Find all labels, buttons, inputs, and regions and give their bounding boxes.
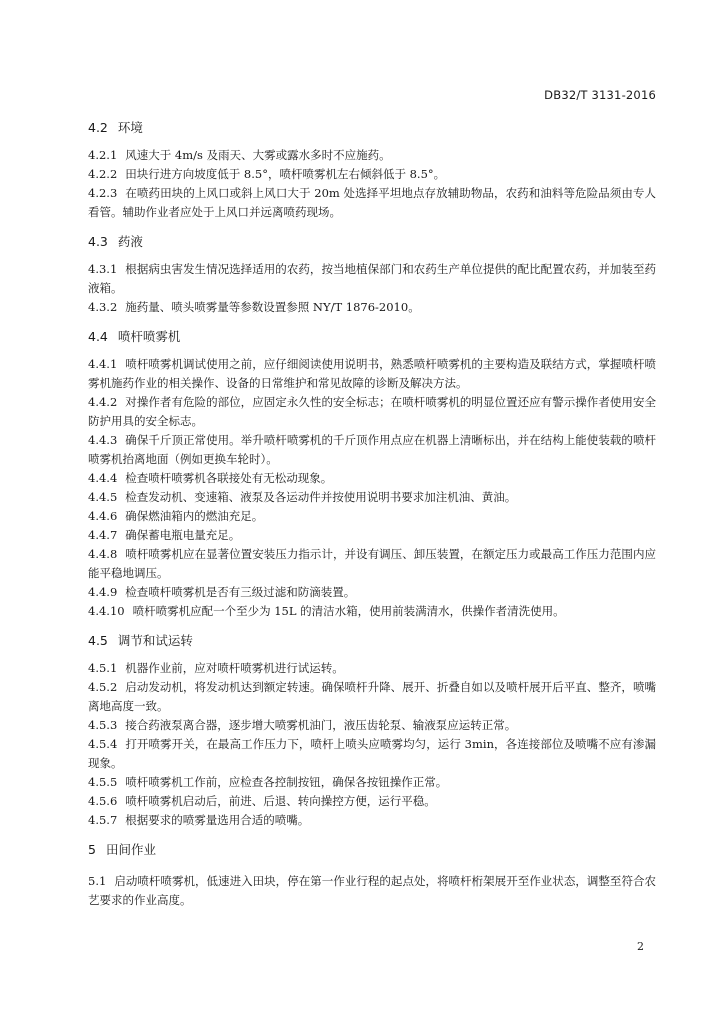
document-body (88, 118, 656, 910)
section-title: 调节和试运转 (117, 633, 193, 648)
clause-4-2-1: 4.2.1 风速大于 4m/s 及雨天、大雾或露水多时不应施药。 (88, 148, 391, 162)
clause-4-4-4: 4.4.4 检查喷杆喷雾机各联接处有无松动现象。 (88, 471, 333, 485)
clause-4-3-2: 4.3.2 施药量、喷头喷雾量等参数设置参照 NY/T 1876-2010。 (88, 300, 420, 314)
section-title: 环境 (117, 120, 143, 135)
clause-4-5-1: 4.5.1 机器作业前，应对喷杆喷雾机进行试运转。 (88, 661, 344, 675)
clause-4-5-5: 4.5.5 喷杆喷雾机工作前，应检查各控制按钮，确保各按钮操作正常。 (88, 775, 448, 789)
clause-4-4-10: 4.4.10 喷杆喷雾机应配一个至少为 15L 的清洁水箱，使用前装满清水，供操作者清洗使用。 (88, 604, 565, 618)
clause-4-2-2: 4.2.2 田块行进方向坡度低于 8.5°，喷杆喷雾机左右倾斜低于 8.5°。 (88, 167, 446, 181)
clause-4-5-6: 4.5.6 喷杆喷雾机启动后，前进、后退、转向操控方便，运行平稳。 (88, 794, 436, 808)
section-heading-5 (88, 840, 656, 860)
clause-4-4-6: 4.4.6 确保燃油箱内的燃油充足。 (88, 509, 264, 523)
clause-4-5-3: 4.5.3 接合药液泵离合器，逐步增大喷雾机油门，液压齿轮泵、输液泵应运转正常。 (88, 718, 517, 732)
clause-4-4-2: 4.4.2 对操作者有危险的部位，应固定永久性的安全标志；在喷杆喷雾机的明显位置还应有警示操作者使用安全防护用具的安全标志。 (88, 395, 656, 428)
section-number: 4.3 (88, 234, 108, 249)
clause-5-1: 5.1 启动喷杆喷雾机，低速进入田块，停在第一作业行程的起点处，将喷杆桁架展开至作业状态，调整至符合农艺要求的作业高度。 (88, 874, 656, 907)
section-number: 4.4 (88, 329, 108, 344)
section-number: 5 (88, 842, 96, 857)
clause-4-2-3: 4.2.3 在喷药田块的上风口或斜上风口大于 20m 处选择平坦地点存放辅助物品，农药和油料等危险品须由专人看管。辅助作业者应处于上风口并远离喷药现场。 (88, 186, 656, 219)
page-number: 2 (637, 940, 644, 953)
section-number: 4.2 (88, 120, 108, 135)
clause-4-5-4: 4.5.4 打开喷雾开关，在最高工作压力下，喷杆上喷头应喷雾均匀，运行 3min，各连接部位及喷嘴不应有渗漏现象。 (88, 737, 656, 770)
section-heading-4-4 (88, 327, 656, 347)
clause-4-3-1: 4.3.1 根据病虫害发生情况选择适用的农药，按当地植保部门和农药生产单位提供的配比配置农药，并加装至药液箱。 (88, 262, 656, 295)
section-number: 4.5 (88, 633, 108, 648)
section-heading-4-5 (88, 631, 656, 651)
section-heading-4-3 (88, 232, 656, 252)
clause-4-4-8: 4.4.8 喷杆喷雾机应在显著位置安装压力指示计，并设有调压、卸压装置，在额定压力或最高工作压力范围内应能平稳地调压。 (88, 547, 656, 580)
section-title: 药液 (117, 234, 143, 249)
clause-4-4-3: 4.4.3 确保千斤顶正常使用。举升喷杆喷雾机的千斤顶作用点应在机器上清晰标出，并在结构上能使装载的喷杆喷雾机抬离地面（例如更换车轮时）。 (88, 433, 656, 466)
clause-4-4-9: 4.4.9 检查喷杆喷雾机是否有三级过滤和防滴装置。 (88, 585, 356, 599)
clause-4-4-1: 4.4.1 喷杆喷雾机调试使用之前，应仔细阅读使用说明书，熟悉喷杆喷雾机的主要构造及联结方式，掌握喷杆喷雾机施药作业的相关操作、设备的日常维护和常见故障的诊断及解决方法。 (88, 357, 656, 390)
section-title: 喷杆喷雾机 (117, 329, 181, 344)
section-heading-4-2 (88, 118, 656, 138)
section-title: 田间作业 (105, 842, 156, 857)
clause-4-4-7: 4.4.7 确保蓄电瓶电量充足。 (88, 528, 241, 542)
clause-4-4-5: 4.4.5 检查发动机、变速箱、液泵及各运动件并按使用说明书要求加注机油、黄油。 (88, 490, 517, 504)
clause-4-5-7: 4.5.7 根据要求的喷雾量选用合适的喷嘴。 (88, 813, 310, 827)
document-code: DB32/T 3131-2016 (544, 88, 656, 102)
clause-4-5-2: 4.5.2 启动发动机，将发动机达到额定转速。确保喷杆升降、展开、折叠自如以及喷杆展开后平直、整齐，喷嘴离地高度一致。 (88, 680, 656, 713)
